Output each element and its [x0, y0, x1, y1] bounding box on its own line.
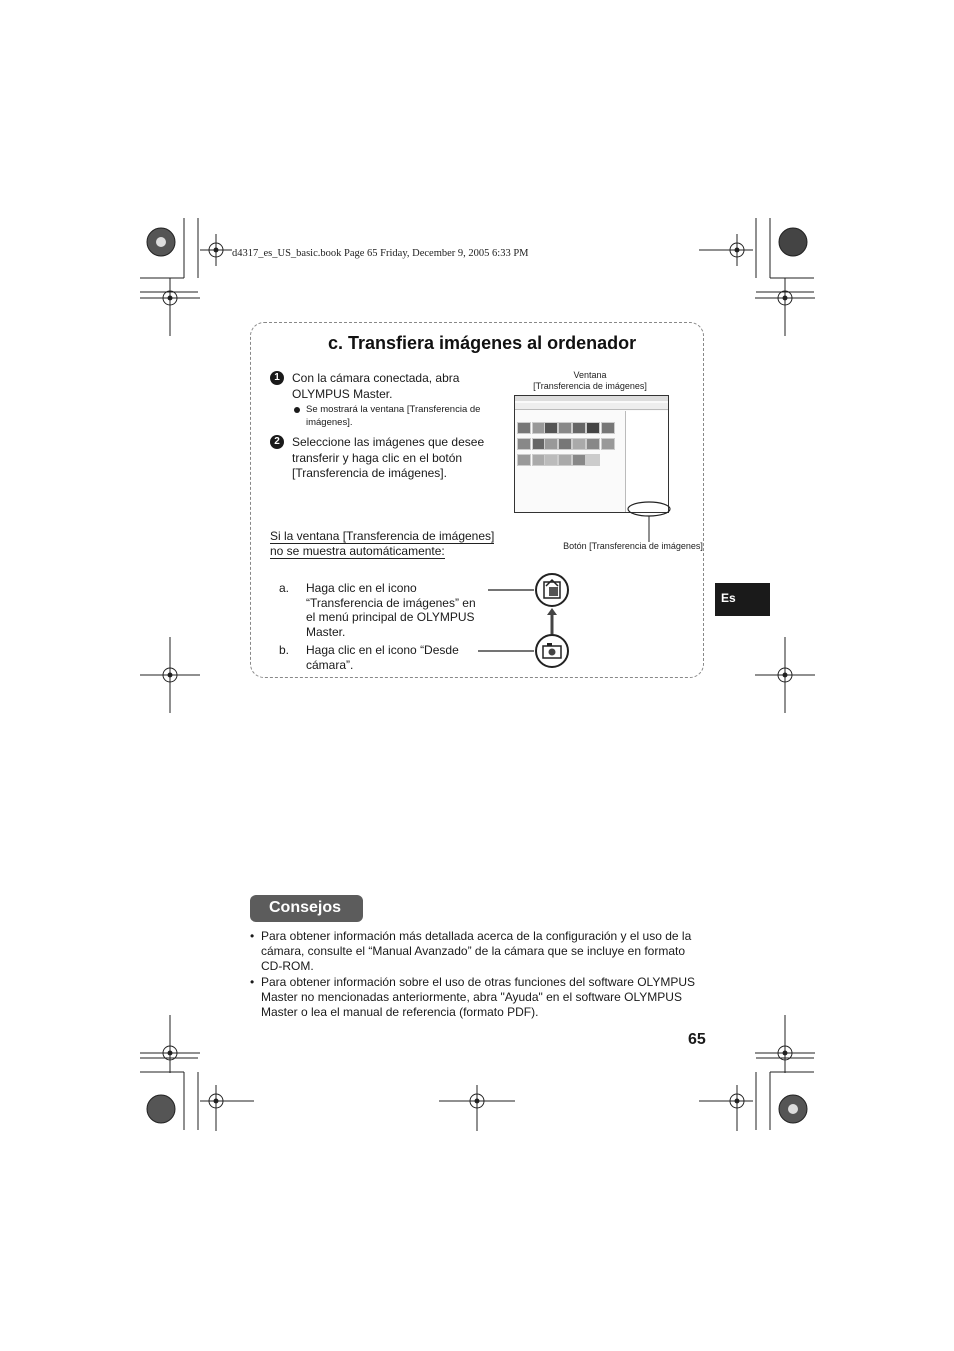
image-transfer-icon: [535, 573, 569, 607]
language-tab: Es: [715, 583, 770, 616]
step-2-text: Seleccione las imágenes que desee transferir y haga clic en el botón [Transferencia de imágenes].: [292, 435, 485, 480]
substep-b-label: b.: [279, 643, 290, 657]
section-title: c. Transfiera imágenes al ordenador: [328, 333, 637, 353]
step-number-1: 1: [270, 371, 284, 385]
step-number-2: 2: [270, 435, 284, 449]
substep-b-text: Haga clic en el icono “Desde cámara”.: [306, 643, 459, 672]
tips-title: Consejos: [250, 895, 363, 922]
window-not-shown-line-2: no se muestra automáticamente:: [270, 544, 445, 558]
window-not-shown-note: [270, 529, 510, 559]
step-1-text: Con la cámara conectada, abra OLYMPUS Master.: [292, 371, 460, 401]
tip-1: Para obtener información más detallada acerca de la configuración y el uso de la cámara, consulte el “Manual Avanzado” de la cámara que se incluye en formato CD-ROM.: [261, 929, 692, 974]
arrow-up-icon: [546, 606, 558, 636]
tip-bullet-icon: •: [250, 975, 255, 989]
page-number: 65: [688, 1031, 706, 1048]
window-caption: [520, 370, 660, 392]
window-not-shown-line-1: Si la ventana [Transferencia de imágenes]: [270, 529, 495, 543]
transfer-button-caption: Botón [Transferencia de imágenes]: [563, 541, 703, 551]
icon-leader-lines: [478, 585, 538, 657]
substep-a-label: a.: [279, 581, 290, 595]
tip-2: Para obtener información sobre el uso de otras funciones del software OLYMPUS Master no mencionadas anteriormente, abra "Ayuda" en el software OLYMPUS Master o lea el manual de referencia (formato PDF).: [261, 975, 696, 1020]
from-camera-icon: [535, 634, 569, 668]
window-caption-line-1: Ventana: [573, 370, 607, 380]
step-1-note: Se mostrará la ventana [Transferencia de imágenes].: [306, 404, 481, 428]
tip-bullet-icon: •: [250, 929, 255, 943]
bullet-icon: [294, 407, 300, 413]
file-info-header: d4317_es_US_basic.book Page 65 Friday, December 9, 2005 6:33 PM: [232, 248, 529, 259]
window-caption-line-2: [Transferencia de imágenes]: [533, 381, 647, 391]
substep-a-text: Haga clic en el icono “Transferencia de imágenes” en el menú principal de OLYMPUS Master.: [306, 581, 476, 639]
